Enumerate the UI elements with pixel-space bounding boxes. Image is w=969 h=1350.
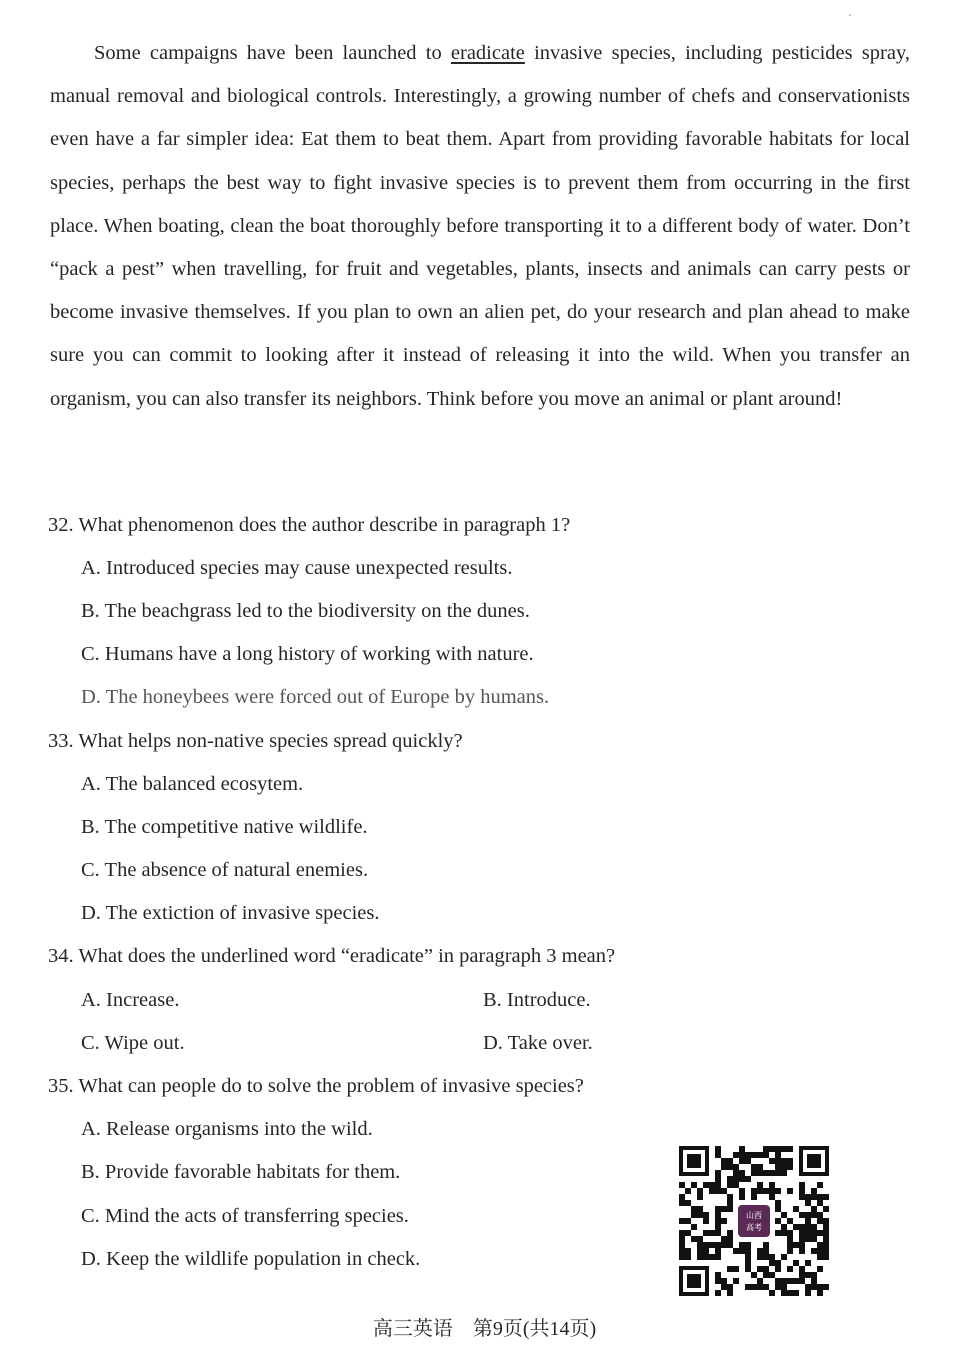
question-35-option-d: D. Keep the wildlife population in check. (81, 1248, 421, 1270)
scan-speck (849, 14, 851, 16)
question-33-option-d: D. The extiction of invasive species. (81, 902, 380, 924)
qr-finder-bottom-left (679, 1266, 709, 1296)
qr-finder-top-left (679, 1146, 709, 1176)
question-34-option-c: C. Wipe out. (81, 1032, 185, 1054)
passage-text-rest: invasive species, including pesticides spray, manual removal and biological controls. Interestingly, a growing number of chefs and conservationists even have a far simpler idea: Eat them to beat them. Apart from providing favorable habitats for local species, perhaps the best way to fight invasive species is to prevent them from occurring in the first place. When boating, clean the boat thoroughly before transporting it to a different body of water. Don’t “pack a pest” when travelling, for fruit and vegetables, plants, insects and animals can carry pests or become invasive themselves. If you plan to own an alien pet, do your research and plan ahead to make sure you can commit to looking after it instead of releasing it into the wild. When you transfer an organism, you can also transfer its neighbors. Think before you move an animal or plant around! (50, 42, 910, 410)
question-34-stem: 34. What does the underlined word “eradicate” in paragraph 3 mean? (48, 945, 616, 967)
question-34-option-b: B. Introduce. (483, 989, 591, 1011)
question-34-option-a: A. Increase. (81, 989, 180, 1011)
question-32-option-b: B. The beachgrass led to the biodiversity on the dunes. (81, 600, 530, 622)
question-34-option-d: D. Take over. (483, 1032, 593, 1054)
question-32-option-a: A. Introduced species may cause unexpected results. (81, 557, 513, 579)
qr-code[interactable] (679, 1146, 829, 1296)
question-32-option-d: D. The honeybees were forced out of Europe by humans. (81, 686, 550, 708)
question-33-option-b: B. The competitive native wildlife. (81, 816, 368, 838)
question-35-stem: 35. What can people do to solve the problem of invasive species? (48, 1075, 584, 1097)
question-33-stem: 33. What helps non-native species spread quickly? (48, 730, 463, 752)
reading-passage (50, 32, 910, 421)
qr-logo-line1: 山西 (746, 1211, 762, 1220)
question-32-stem: 32. What phenomenon does the author describe in paragraph 1? (48, 514, 571, 536)
question-32-option-c: C. Humans have a long history of working with nature. (81, 643, 534, 665)
qr-finder-top-right (799, 1146, 829, 1176)
qr-code-graphic (679, 1146, 829, 1296)
question-33-option-a: A. The balanced ecosytem. (81, 773, 304, 795)
passage-text-start: Some campaigns have been launched to (94, 42, 451, 64)
question-35-option-a: A. Release organisms into the wild. (81, 1118, 373, 1140)
question-33-option-c: C. The absence of natural enemies. (81, 859, 369, 881)
underlined-word: eradicate (450, 42, 525, 64)
qr-logo-badge (738, 1205, 770, 1237)
page-footer: 高三英语 第9页(共14页) (372, 1318, 597, 1340)
question-35-option-c: C. Mind the acts of transferring species. (81, 1205, 409, 1227)
qr-logo-line2: 高考 (746, 1223, 762, 1232)
question-35-option-b: B. Provide favorable habitats for them. (81, 1161, 401, 1183)
